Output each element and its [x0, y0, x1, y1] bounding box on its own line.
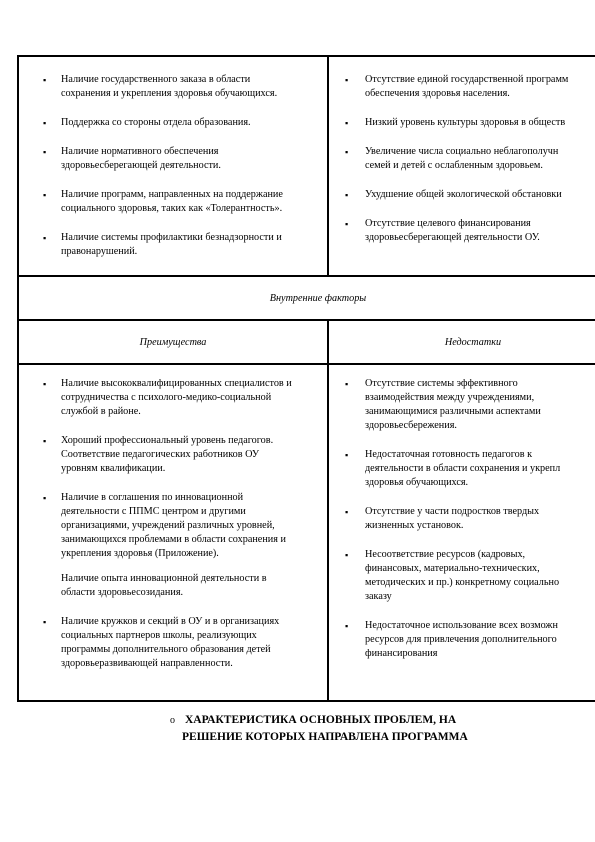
disadvantages-cell	[327, 365, 595, 700]
advantages-header: Преимущества	[139, 336, 207, 348]
bullet-icon: ▪	[43, 233, 47, 243]
list-item-line: обеспечения здоровья населения.	[365, 88, 510, 99]
bullet-icon: ▪	[345, 190, 349, 200]
list-item-line: Недостаточное использование всех возможн	[365, 620, 558, 631]
bullet-icon: ▪	[43, 75, 47, 85]
bullet-icon: ▪	[345, 118, 349, 128]
advantages-header-cell	[17, 321, 327, 363]
list-item	[329, 377, 595, 433]
list-item	[19, 377, 327, 419]
list-item-line: Низкий уровень культуры здоровья в обществ	[365, 117, 566, 128]
bullet-icon: ▪	[345, 219, 349, 229]
bullet-icon: ▪	[345, 550, 349, 560]
paragraph-line: Наличие опыта инновационной деятельности в	[61, 573, 267, 584]
bullet-icon: ▪	[345, 379, 349, 389]
list-item-line: деятельности в области сохранения и укрепл	[365, 463, 561, 474]
list-item-line: программы дополнительного образования детей	[61, 644, 271, 655]
heading-text-2: РЕШЕНИЕ КОТОРЫХ НАПРАВЛЕНА ПРОГРАММА	[182, 731, 468, 743]
list-item-line: здоровьесберегающей деятельности ОУ.	[365, 232, 540, 243]
section-heading	[170, 712, 590, 746]
bullet-icon: ▪	[345, 621, 349, 631]
heading-bullet-icon: o	[170, 715, 175, 726]
list-item	[19, 434, 327, 476]
list-item-line: Наличие системы профилактики безнадзорности и	[61, 232, 282, 243]
heading-text-1: ХАРАКТЕРИСТИКА ОСНОВНЫХ ПРОБЛЕМ, НА	[185, 714, 457, 726]
list-item-line: здоровьеразвивающей направленности.	[61, 658, 233, 669]
list-item-line: заказу	[365, 591, 392, 602]
external-factors-row	[17, 57, 595, 275]
list-item-line: Отсутствие единой государственной программ	[365, 74, 569, 85]
list-item	[329, 448, 595, 490]
advantages-list	[19, 365, 327, 671]
paragraph-line: области здоровьесозидания.	[61, 587, 184, 598]
bullet-icon: ▪	[345, 450, 349, 460]
list-item-line: финансирования	[365, 648, 438, 659]
internal-factors-label: Внутренние факторы	[269, 292, 367, 304]
list-item-line: Недостаточная готовность педагогов к	[365, 449, 533, 460]
list-item-line: финансовых, материально-технических,	[365, 563, 540, 574]
list-item-line: Наличие в соглашения по инновационной	[61, 492, 244, 503]
list-item-line: Отсутствие системы эффективного	[365, 378, 518, 389]
disadvantages-header-cell	[327, 321, 595, 363]
swot-table	[17, 55, 595, 702]
list-item-line: Хороший профессиональный уровень педагогов.	[61, 435, 274, 446]
list-item-line: Наличие программ, направленных на поддержание	[61, 189, 283, 200]
bullet-icon: ▪	[345, 507, 349, 517]
list-item	[19, 116, 327, 130]
list-item-line: Наличие высококвалифицированных специалистов и	[61, 378, 292, 389]
list-item-line: социального здоровья, таких как «Толерантность».	[61, 203, 283, 214]
list-item-line: укрепления здоровья (Приложение).	[61, 548, 219, 559]
bullet-icon: ▪	[43, 493, 47, 503]
internal-factors-cell	[17, 277, 595, 319]
bullet-icon: ▪	[345, 147, 349, 157]
list-item-line: взаимодействия между учреждениями,	[365, 392, 535, 403]
list-item-line: сотрудничества с психолого-медико-социальной	[61, 392, 272, 403]
advantages-paragraph	[19, 572, 327, 600]
list-item-line: семей и детей с ослабленным здоровьем.	[365, 160, 543, 171]
list-item	[19, 145, 327, 173]
section-heading-line-1	[170, 712, 590, 729]
list-item	[329, 116, 595, 130]
list-item-line: Поддержка со стороны отдела образования.	[61, 117, 251, 128]
list-item	[329, 548, 595, 604]
list-item-line: правонарушений.	[61, 246, 138, 257]
list-item-line: организациями, учреждений различных уровней,	[61, 520, 275, 531]
list-item	[329, 619, 595, 661]
list-item	[329, 188, 595, 202]
list-item-line: социальных партнеров школы, реализующих	[61, 630, 257, 641]
list-item-line: Несоответствие ресурсов (кадровых,	[365, 549, 526, 560]
list-item-line: Отсутствие у части подростков твердых	[365, 506, 540, 517]
list-item	[19, 73, 327, 101]
bullet-icon: ▪	[43, 379, 47, 389]
list-item-line: занимающимися различными аспектами	[365, 406, 541, 417]
list-item-line: Ухудшение общей экологической обстановки	[365, 189, 562, 200]
list-item	[329, 73, 595, 101]
list-item	[329, 145, 595, 173]
advantages-cell	[17, 365, 327, 700]
internal-factors-row	[17, 275, 595, 319]
list-item	[19, 491, 327, 561]
column-headers-row	[17, 319, 595, 363]
bullet-icon: ▪	[43, 190, 47, 200]
list-item	[329, 217, 595, 245]
list-item-line: сохранения и укрепления здоровья обучающихся.	[61, 88, 278, 99]
list-item-line: Соответствие педагогических работников ОУ	[61, 449, 260, 460]
list-item-line: Наличие нормативного обеспечения	[61, 146, 219, 157]
list-item	[19, 615, 327, 671]
list-item-line: занимающихся проблемами в области сохранения и	[61, 534, 286, 545]
threats-cell	[327, 57, 595, 275]
list-item-line: уровням квалификации.	[61, 463, 166, 474]
list-item-line: Увеличение числа социально неблагополучн	[365, 146, 559, 157]
list-item-line: методических и пр.) конкретному социально	[365, 577, 560, 588]
threats-list	[329, 57, 595, 245]
list-item-line: жизненных установок.	[365, 520, 464, 531]
disadvantages-list	[329, 365, 595, 661]
list-item-line: Наличие кружков и секций в ОУ и в организациях	[61, 616, 280, 627]
bullet-icon: ▪	[345, 75, 349, 85]
disadvantages-header: Недостатки	[444, 336, 502, 348]
list-item-line: службой в районе.	[61, 406, 141, 417]
strengths-cell	[17, 57, 327, 275]
list-item	[19, 188, 327, 216]
list-item-line: здоровья обучающихся.	[365, 477, 469, 488]
list-item-line: здоровьесбережения.	[365, 420, 457, 431]
bullet-icon: ▪	[43, 147, 47, 157]
list-item-line: Наличие государственного заказа в области	[61, 74, 251, 85]
list-item-line: Отсутствие целевого финансирования	[365, 218, 531, 229]
internal-details-row	[17, 363, 595, 700]
list-item-line: ресурсов для привлечения дополнительного	[365, 634, 557, 645]
bullet-icon: ▪	[43, 118, 47, 128]
bullet-icon: ▪	[43, 436, 47, 446]
strengths-list	[19, 57, 327, 259]
list-item	[19, 231, 327, 259]
list-item-line: деятельности с ППМС центром и другими	[61, 506, 246, 517]
list-item	[329, 505, 595, 533]
bullet-icon: ▪	[43, 617, 47, 627]
list-item-line: здоровьесберегающей деятельности.	[61, 160, 221, 171]
